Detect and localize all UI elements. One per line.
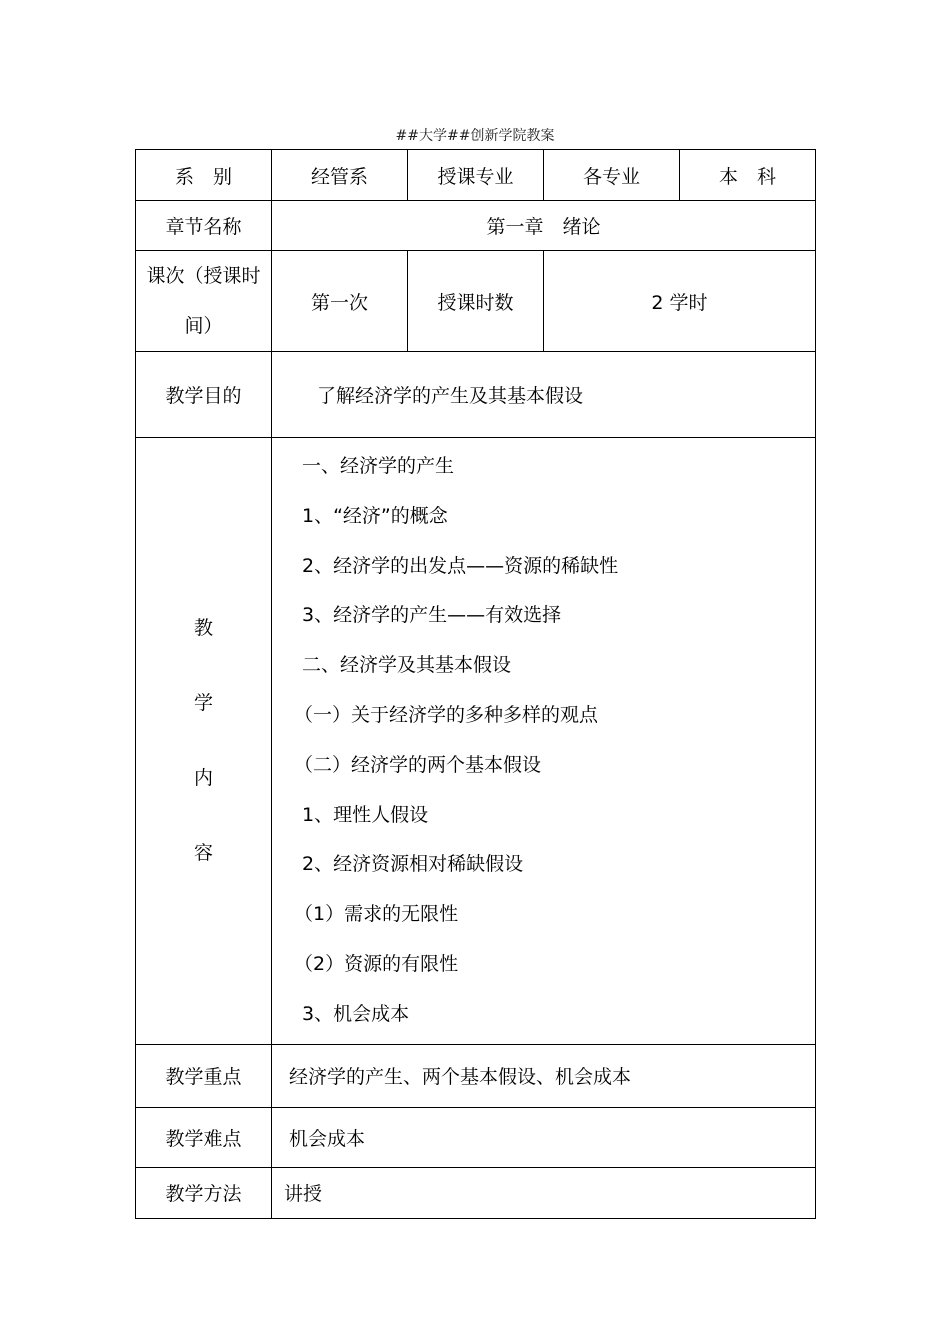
major-value: 各专业 bbox=[544, 150, 680, 201]
row-goal bbox=[136, 352, 816, 438]
content-label-char: 内 bbox=[193, 766, 213, 789]
key-points-label: 教学重点 bbox=[136, 1044, 272, 1107]
row-method bbox=[136, 1167, 816, 1218]
chapter-value: 第一章 绪论 bbox=[272, 201, 816, 251]
content-label-char: 学 bbox=[193, 691, 213, 714]
session-label bbox=[136, 251, 272, 352]
goal-value: 了解经济学的产生及其基本假设 bbox=[272, 352, 816, 438]
content-line: 1、理性人假设 bbox=[302, 803, 429, 826]
goal-label: 教学目的 bbox=[136, 352, 272, 438]
content-line: （1）需求的无限性 bbox=[294, 903, 459, 926]
department-label: 系 别 bbox=[136, 150, 272, 201]
session-value: 第一次 bbox=[272, 251, 408, 352]
document-title: ##大学##创新学院教案 bbox=[395, 128, 555, 144]
hours-label: 授课时数 bbox=[408, 251, 544, 352]
row-difficulty bbox=[136, 1107, 816, 1167]
key-points-value: 经济学的产生、两个基本假设、机会成本 bbox=[272, 1044, 816, 1107]
content-line: 3、经济学的产生——有效选择 bbox=[302, 604, 562, 627]
department-value: 经管系 bbox=[272, 150, 408, 201]
row-department bbox=[136, 150, 816, 201]
content-line: 二、经济学及其基本假设 bbox=[302, 654, 512, 677]
difficulty-label: 教学难点 bbox=[136, 1107, 272, 1167]
content-line: 1、“经济”的概念 bbox=[302, 504, 448, 527]
level-value: 本 科 bbox=[680, 150, 816, 201]
content-line: 一、经济学的产生 bbox=[302, 455, 455, 477]
content-line: （二）经济学的两个基本假设 bbox=[294, 753, 542, 776]
content-line: 2、经济资源相对稀缺假设 bbox=[302, 853, 524, 876]
chapter-label: 章节名称 bbox=[136, 201, 272, 251]
row-key-points bbox=[136, 1044, 816, 1107]
session-label-line2: 间） bbox=[184, 315, 223, 337]
content-label bbox=[136, 438, 272, 1045]
content-body bbox=[272, 438, 816, 1045]
content-label-char: 教 bbox=[193, 616, 213, 639]
content-line: 2、经济学的出发点——资源的稀缺性 bbox=[302, 554, 619, 577]
row-chapter bbox=[136, 201, 816, 251]
hours-value: 2 学时 bbox=[544, 251, 816, 352]
content-label-char: 容 bbox=[193, 841, 213, 864]
method-label: 教学方法 bbox=[136, 1167, 272, 1218]
session-label-line1: 课次（授课时 bbox=[146, 265, 261, 287]
content-line: （一）关于经济学的多种多样的观点 bbox=[294, 703, 599, 726]
lesson-plan-table bbox=[135, 149, 816, 1219]
row-session bbox=[136, 251, 816, 352]
row-content bbox=[136, 438, 816, 1045]
major-label: 授课专业 bbox=[408, 150, 544, 201]
content-line: 3、机会成本 bbox=[302, 1002, 410, 1025]
method-value: 讲授 bbox=[272, 1167, 816, 1218]
difficulty-value: 机会成本 bbox=[272, 1107, 816, 1167]
content-line: （2）资源的有限性 bbox=[294, 952, 459, 975]
